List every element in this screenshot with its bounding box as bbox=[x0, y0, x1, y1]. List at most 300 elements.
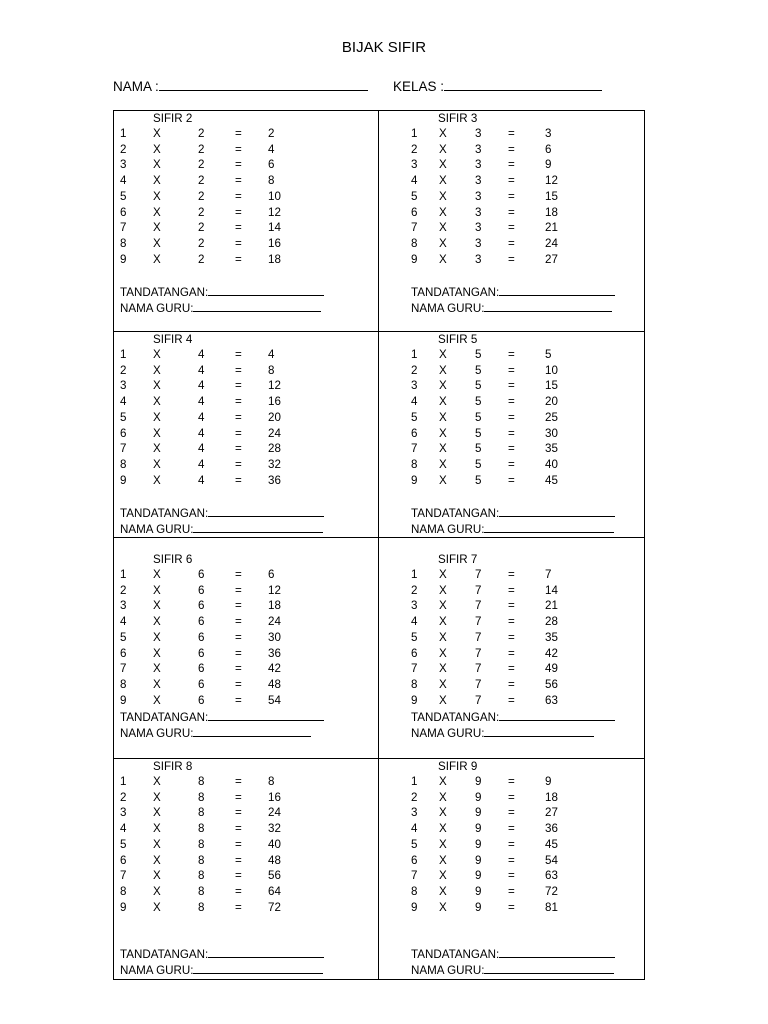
sifir-9-card bbox=[379, 759, 644, 979]
operator: X bbox=[153, 127, 161, 140]
equals-sign: = bbox=[235, 379, 242, 393]
equals-sign: = bbox=[235, 442, 242, 456]
multiplicand: 9 bbox=[475, 775, 482, 788]
operator: X bbox=[153, 646, 161, 660]
product: 28 bbox=[268, 442, 281, 456]
multiplicand: 3 bbox=[475, 174, 482, 188]
teacher-name-field bbox=[411, 300, 612, 315]
product: 8 bbox=[268, 363, 275, 377]
sifir-title: SIFIR 6 bbox=[153, 553, 193, 566]
table-row bbox=[411, 775, 651, 789]
multiplier: 3 bbox=[120, 379, 127, 393]
multiplier: 8 bbox=[120, 677, 127, 691]
multiplicand: 2 bbox=[198, 205, 205, 219]
multiplicand: 5 bbox=[475, 363, 482, 377]
multiplicand: 7 bbox=[475, 615, 482, 629]
equals-sign: = bbox=[508, 630, 515, 644]
teacher-name-line[interactable] bbox=[484, 521, 614, 533]
table-row bbox=[120, 869, 360, 883]
table-row bbox=[120, 253, 360, 267]
product: 42 bbox=[545, 646, 558, 660]
multiplier: 3 bbox=[120, 599, 127, 613]
multiplicand: 6 bbox=[198, 615, 205, 629]
equals-sign: = bbox=[508, 822, 515, 836]
multiplicand: 2 bbox=[198, 174, 205, 188]
operator: X bbox=[439, 236, 447, 250]
operator: X bbox=[153, 236, 161, 250]
table-row bbox=[411, 885, 651, 899]
signature-line[interactable] bbox=[208, 946, 324, 958]
multiplicand: 3 bbox=[475, 236, 482, 250]
operator: X bbox=[439, 363, 447, 377]
multiplier: 9 bbox=[120, 473, 127, 487]
teacher-name-field bbox=[411, 521, 614, 536]
product: 12 bbox=[268, 205, 281, 219]
teacher-name-line[interactable] bbox=[193, 725, 311, 737]
multiplier: 2 bbox=[411, 142, 418, 156]
table-row bbox=[411, 458, 651, 472]
multiplier: 2 bbox=[120, 583, 127, 597]
sifir-title: SIFIR 4 bbox=[153, 333, 193, 346]
operator: X bbox=[439, 568, 447, 581]
multiplication-grid bbox=[113, 110, 645, 980]
product: 27 bbox=[545, 252, 558, 266]
equals-sign: = bbox=[235, 473, 242, 487]
multiplier: 7 bbox=[411, 869, 418, 883]
multiplier: 5 bbox=[120, 630, 127, 644]
operator: X bbox=[439, 142, 447, 156]
table-row bbox=[120, 190, 360, 204]
multiplier: 8 bbox=[120, 236, 127, 250]
multiplicand: 9 bbox=[475, 790, 482, 804]
multiplier: 8 bbox=[120, 457, 127, 471]
multiplicand: 8 bbox=[198, 853, 205, 867]
product: 56 bbox=[545, 677, 558, 691]
signature-line[interactable] bbox=[499, 946, 615, 958]
operator: X bbox=[153, 158, 161, 172]
multiplier: 4 bbox=[411, 395, 418, 409]
multiplicand: 9 bbox=[475, 853, 482, 867]
teacher-name-line[interactable] bbox=[484, 300, 612, 312]
sifir-3-card bbox=[379, 111, 644, 332]
multiplier: 6 bbox=[411, 853, 418, 867]
teacher-name-label: NAMA GURU: bbox=[120, 964, 194, 977]
signature-field bbox=[120, 284, 324, 299]
teacher-name-field bbox=[120, 725, 311, 740]
equals-sign: = bbox=[235, 395, 242, 409]
multiplicand: 8 bbox=[198, 806, 205, 820]
multiplier: 9 bbox=[411, 473, 418, 487]
multiplicand: 4 bbox=[198, 363, 205, 377]
page-title: BIJAK SIFIR bbox=[341, 39, 427, 56]
operator: X bbox=[439, 806, 447, 820]
equals-sign: = bbox=[508, 379, 515, 393]
equals-sign: = bbox=[235, 457, 242, 471]
class-line[interactable] bbox=[444, 77, 602, 91]
multiplicand: 4 bbox=[198, 426, 205, 440]
product: 36 bbox=[545, 822, 558, 836]
product: 36 bbox=[268, 473, 281, 487]
operator: X bbox=[439, 853, 447, 867]
product: 32 bbox=[268, 822, 281, 836]
multiplier: 6 bbox=[411, 646, 418, 660]
product: 30 bbox=[545, 426, 558, 440]
multiplicand: 3 bbox=[475, 158, 482, 172]
multiplier: 8 bbox=[411, 677, 418, 691]
operator: X bbox=[153, 837, 161, 851]
multiplier: 4 bbox=[411, 174, 418, 188]
equals-sign: = bbox=[235, 599, 242, 613]
table-row bbox=[411, 869, 651, 883]
product: 24 bbox=[268, 615, 281, 629]
teacher-name-line[interactable] bbox=[193, 962, 323, 974]
multiplicand: 4 bbox=[198, 410, 205, 424]
multiplier: 2 bbox=[120, 363, 127, 377]
teacher-name-field bbox=[120, 962, 323, 977]
table-row bbox=[411, 599, 651, 613]
multiplicand: 8 bbox=[198, 869, 205, 883]
table-row bbox=[120, 775, 360, 789]
multiplicand: 8 bbox=[198, 822, 205, 836]
multiplier: 8 bbox=[411, 236, 418, 250]
table-row bbox=[411, 584, 651, 598]
equals-sign: = bbox=[508, 884, 515, 898]
equals-sign: = bbox=[235, 127, 242, 140]
product: 35 bbox=[545, 630, 558, 644]
operator: X bbox=[153, 693, 161, 707]
multiplier: 8 bbox=[120, 884, 127, 898]
operator: X bbox=[153, 174, 161, 188]
teacher-name-field bbox=[411, 725, 594, 740]
product: 20 bbox=[268, 410, 281, 424]
operator: X bbox=[439, 395, 447, 409]
multiplier: 6 bbox=[411, 205, 418, 219]
table-row bbox=[411, 253, 651, 267]
equals-sign: = bbox=[508, 348, 515, 361]
multiplicand: 4 bbox=[198, 348, 205, 361]
equals-sign: = bbox=[508, 426, 515, 440]
table-row bbox=[120, 442, 360, 456]
table-row bbox=[120, 364, 360, 378]
signature-line[interactable] bbox=[499, 505, 615, 517]
multiplicand: 9 bbox=[475, 822, 482, 836]
multiplicand: 5 bbox=[475, 410, 482, 424]
multiplier: 9 bbox=[120, 900, 127, 914]
equals-sign: = bbox=[508, 457, 515, 471]
equals-sign: = bbox=[235, 174, 242, 188]
table-row bbox=[411, 174, 651, 188]
product: 63 bbox=[545, 869, 558, 883]
teacher-name-line[interactable] bbox=[193, 521, 323, 533]
multiplier: 3 bbox=[411, 158, 418, 172]
operator: X bbox=[439, 221, 447, 235]
multiplicand: 2 bbox=[198, 221, 205, 235]
equals-sign: = bbox=[235, 790, 242, 804]
equals-sign: = bbox=[235, 252, 242, 266]
multiplier: 4 bbox=[120, 395, 127, 409]
table-row bbox=[120, 647, 360, 661]
table-row bbox=[120, 206, 360, 220]
operator: X bbox=[439, 837, 447, 851]
product: 63 bbox=[545, 693, 558, 707]
table-row bbox=[411, 806, 651, 820]
table-row bbox=[411, 647, 651, 661]
table-row bbox=[120, 584, 360, 598]
operator: X bbox=[153, 775, 161, 788]
product: 8 bbox=[268, 775, 275, 788]
equals-sign: = bbox=[235, 615, 242, 629]
product: 72 bbox=[268, 900, 281, 914]
operator: X bbox=[439, 174, 447, 188]
teacher-name-line[interactable] bbox=[484, 725, 594, 737]
table-row bbox=[411, 854, 651, 868]
table-row bbox=[411, 158, 651, 172]
operator: X bbox=[439, 646, 447, 660]
product: 40 bbox=[268, 837, 281, 851]
equals-sign: = bbox=[235, 646, 242, 660]
equals-sign: = bbox=[508, 221, 515, 235]
signature-line[interactable] bbox=[208, 284, 324, 296]
multiplier: 1 bbox=[411, 127, 418, 140]
table-row bbox=[120, 474, 360, 488]
teacher-name-label: NAMA GURU: bbox=[120, 302, 194, 315]
equals-sign: = bbox=[508, 662, 515, 676]
multiplier: 8 bbox=[411, 457, 418, 471]
table-row bbox=[120, 694, 360, 708]
multiplier: 3 bbox=[411, 599, 418, 613]
multiplier: 7 bbox=[411, 221, 418, 235]
equals-sign: = bbox=[508, 853, 515, 867]
operator: X bbox=[439, 677, 447, 691]
multiplier: 1 bbox=[411, 775, 418, 788]
multiplicand: 2 bbox=[198, 142, 205, 156]
operator: X bbox=[439, 127, 447, 140]
multiplicand: 7 bbox=[475, 630, 482, 644]
equals-sign: = bbox=[508, 127, 515, 140]
multiplicand: 3 bbox=[475, 127, 482, 140]
signature-label: TANDATANGAN: bbox=[120, 711, 209, 724]
operator: X bbox=[153, 221, 161, 235]
product: 9 bbox=[545, 158, 552, 172]
equals-sign: = bbox=[235, 900, 242, 914]
signature-line[interactable] bbox=[499, 284, 615, 296]
multiplicand: 2 bbox=[198, 189, 205, 203]
multiplier: 2 bbox=[411, 583, 418, 597]
operator: X bbox=[153, 884, 161, 898]
product: 15 bbox=[545, 189, 558, 203]
table-row bbox=[120, 662, 360, 676]
table-row bbox=[411, 838, 651, 852]
table-row bbox=[411, 348, 651, 362]
operator: X bbox=[439, 205, 447, 219]
teacher-name-label: NAMA GURU: bbox=[120, 523, 194, 536]
signature-line[interactable] bbox=[499, 709, 615, 721]
product: 16 bbox=[268, 236, 281, 250]
operator: X bbox=[439, 884, 447, 898]
multiplier: 1 bbox=[120, 348, 127, 361]
equals-sign: = bbox=[235, 348, 242, 361]
product: 45 bbox=[545, 837, 558, 851]
multiplicand: 9 bbox=[475, 900, 482, 914]
teacher-name-line[interactable] bbox=[193, 300, 321, 312]
multiplier: 6 bbox=[120, 205, 127, 219]
equals-sign: = bbox=[508, 646, 515, 660]
equals-sign: = bbox=[508, 806, 515, 820]
table-row bbox=[120, 678, 360, 692]
table-row bbox=[411, 662, 651, 676]
multiplicand: 4 bbox=[198, 442, 205, 456]
table-row bbox=[120, 395, 360, 409]
multiplicand: 5 bbox=[475, 457, 482, 471]
multiplier: 4 bbox=[411, 822, 418, 836]
multiplicand: 2 bbox=[198, 236, 205, 250]
multiplicand: 5 bbox=[475, 395, 482, 409]
product: 35 bbox=[545, 442, 558, 456]
product: 7 bbox=[545, 568, 552, 581]
operator: X bbox=[153, 348, 161, 361]
operator: X bbox=[153, 900, 161, 914]
table-row bbox=[120, 127, 360, 141]
product: 21 bbox=[545, 599, 558, 613]
operator: X bbox=[153, 662, 161, 676]
product: 49 bbox=[545, 662, 558, 676]
table-row bbox=[411, 364, 651, 378]
product: 12 bbox=[268, 583, 281, 597]
multiplier: 1 bbox=[411, 348, 418, 361]
table-row bbox=[411, 427, 651, 441]
equals-sign: = bbox=[235, 884, 242, 898]
table-row bbox=[120, 838, 360, 852]
sifir-6-card bbox=[114, 538, 379, 759]
operator: X bbox=[153, 869, 161, 883]
signature-line[interactable] bbox=[208, 505, 324, 517]
multiplier: 9 bbox=[411, 900, 418, 914]
product: 25 bbox=[545, 410, 558, 424]
equals-sign: = bbox=[508, 174, 515, 188]
signature-label: TANDATANGAN: bbox=[411, 711, 500, 724]
product: 48 bbox=[268, 677, 281, 691]
teacher-name-field bbox=[120, 521, 323, 536]
equals-sign: = bbox=[235, 806, 242, 820]
equals-sign: = bbox=[235, 426, 242, 440]
operator: X bbox=[153, 630, 161, 644]
table-row bbox=[411, 395, 651, 409]
equals-sign: = bbox=[235, 775, 242, 788]
product: 9 bbox=[545, 775, 552, 788]
signature-field bbox=[120, 709, 324, 724]
operator: X bbox=[153, 599, 161, 613]
operator: X bbox=[153, 677, 161, 691]
product: 4 bbox=[268, 348, 275, 361]
multiplier: 1 bbox=[411, 568, 418, 581]
teacher-name-line[interactable] bbox=[484, 962, 614, 974]
table-row bbox=[120, 348, 360, 362]
multiplicand: 5 bbox=[475, 426, 482, 440]
multiplicand: 6 bbox=[198, 568, 205, 581]
operator: X bbox=[153, 568, 161, 581]
table-row bbox=[120, 221, 360, 235]
sifir-title: SIFIR 3 bbox=[438, 112, 478, 125]
multiplicand: 6 bbox=[198, 630, 205, 644]
multiplicand: 7 bbox=[475, 568, 482, 581]
multiplicand: 7 bbox=[475, 583, 482, 597]
operator: X bbox=[439, 348, 447, 361]
multiplicand: 6 bbox=[198, 662, 205, 676]
multiplier: 7 bbox=[411, 442, 418, 456]
sifir-7-card bbox=[379, 538, 644, 759]
table-row bbox=[120, 143, 360, 157]
multiplicand: 4 bbox=[198, 457, 205, 471]
product: 54 bbox=[545, 853, 558, 867]
product: 27 bbox=[545, 806, 558, 820]
table-row bbox=[120, 458, 360, 472]
product: 18 bbox=[545, 205, 558, 219]
multiplier: 5 bbox=[411, 630, 418, 644]
multiplier: 5 bbox=[411, 410, 418, 424]
signature-label: TANDATANGAN: bbox=[411, 286, 500, 299]
equals-sign: = bbox=[235, 142, 242, 156]
table-row bbox=[411, 615, 651, 629]
operator: X bbox=[439, 630, 447, 644]
multiplier: 2 bbox=[120, 790, 127, 804]
equals-sign: = bbox=[508, 869, 515, 883]
operator: X bbox=[153, 457, 161, 471]
student-name-line[interactable] bbox=[159, 77, 368, 91]
operator: X bbox=[439, 457, 447, 471]
equals-sign: = bbox=[235, 662, 242, 676]
multiplier: 9 bbox=[411, 252, 418, 266]
table-row bbox=[411, 568, 651, 582]
multiplicand: 4 bbox=[198, 379, 205, 393]
sifir-5-card bbox=[379, 332, 644, 538]
table-row bbox=[411, 678, 651, 692]
table-row bbox=[120, 631, 360, 645]
equals-sign: = bbox=[235, 630, 242, 644]
operator: X bbox=[153, 205, 161, 219]
operator: X bbox=[153, 853, 161, 867]
product: 12 bbox=[545, 174, 558, 188]
operator: X bbox=[439, 822, 447, 836]
multiplicand: 3 bbox=[475, 205, 482, 219]
operator: X bbox=[439, 158, 447, 172]
operator: X bbox=[439, 869, 447, 883]
operator: X bbox=[153, 473, 161, 487]
multiplicand: 2 bbox=[198, 252, 205, 266]
multiplier: 7 bbox=[411, 662, 418, 676]
product: 40 bbox=[545, 457, 558, 471]
equals-sign: = bbox=[235, 677, 242, 691]
multiplicand: 5 bbox=[475, 379, 482, 393]
equals-sign: = bbox=[235, 837, 242, 851]
table-row bbox=[411, 127, 651, 141]
table-row bbox=[120, 615, 360, 629]
operator: X bbox=[153, 189, 161, 203]
signature-field bbox=[411, 284, 615, 299]
equals-sign: = bbox=[235, 363, 242, 377]
table-row bbox=[411, 190, 651, 204]
product: 64 bbox=[268, 884, 281, 898]
equals-sign: = bbox=[508, 252, 515, 266]
equals-sign: = bbox=[508, 615, 515, 629]
multiplier: 6 bbox=[120, 426, 127, 440]
signature-line[interactable] bbox=[208, 709, 324, 721]
equals-sign: = bbox=[508, 775, 515, 788]
equals-sign: = bbox=[508, 410, 515, 424]
product: 30 bbox=[268, 630, 281, 644]
multiplicand: 4 bbox=[198, 473, 205, 487]
table-row bbox=[120, 854, 360, 868]
operator: X bbox=[439, 790, 447, 804]
